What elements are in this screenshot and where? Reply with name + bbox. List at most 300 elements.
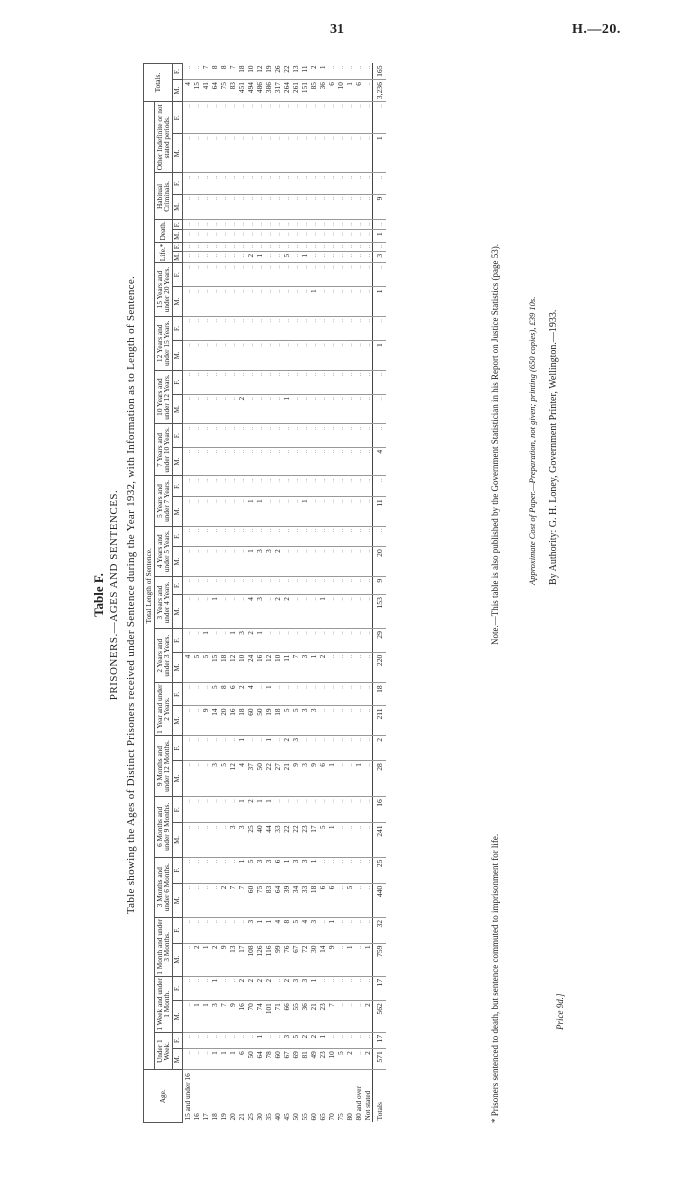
table-cell: .. — [327, 1032, 336, 1048]
total-length-header: Total Length of Sentence. — [144, 102, 155, 1070]
table-cell: 1 — [210, 595, 219, 629]
table-cell: .. — [228, 476, 237, 497]
table-cell: 16 — [373, 797, 387, 823]
table-cell: 3 — [237, 629, 246, 653]
table-cell: 1 — [318, 64, 327, 80]
table-caption: Table showing the Ages of Distinct Prisoners received under Sentence during the Year 1932, with Information as to Length of Sentence. — [125, 275, 137, 915]
table-cell: 3 — [210, 761, 219, 797]
table-cell: .. — [354, 102, 363, 134]
table-cell: .. — [273, 629, 282, 653]
table-cell: .. — [201, 476, 210, 497]
table-cell: .. — [300, 735, 309, 760]
table-cell: .. — [255, 394, 264, 424]
table-row — [318, 64, 327, 1123]
table-cell: 18 — [273, 706, 282, 736]
table-cell: 9 — [219, 943, 228, 976]
table-cell: .. — [354, 547, 363, 577]
table-cell: .. — [345, 497, 354, 526]
table-cell: .. — [282, 526, 291, 547]
table-cell: .. — [264, 173, 273, 194]
table-cell: .. — [264, 287, 273, 317]
table-cell: .. — [373, 526, 387, 547]
table-cell: .. — [237, 287, 246, 317]
table-cell: .. — [363, 447, 373, 476]
table-cell: .. — [201, 173, 210, 194]
table-cell: 2 — [345, 1049, 354, 1070]
table-cell: .. — [201, 251, 210, 262]
table-cell: 67 — [282, 1049, 291, 1070]
table-cell: .. — [336, 526, 345, 547]
table-cell: .. — [291, 242, 300, 251]
table-cell: .. — [183, 134, 193, 173]
table-cell: .. — [345, 230, 354, 242]
table-cell: .. — [183, 287, 193, 317]
table-cell: .. — [336, 883, 345, 917]
table-cell: .. — [273, 797, 282, 823]
table-cell: .. — [336, 976, 345, 1000]
table-cell: 60 — [246, 706, 255, 736]
table-cell: .. — [345, 263, 354, 287]
table-cell: .. — [183, 102, 193, 134]
table-cell: 9 — [228, 1001, 237, 1033]
table-cell: .. — [318, 287, 327, 317]
table-cell: 49 — [309, 1049, 318, 1070]
table-cell: .. — [327, 547, 336, 577]
table-cell: 5 — [345, 883, 354, 917]
table-cell: 41 — [201, 80, 210, 102]
table-cell: .. — [291, 263, 300, 287]
table-cell: .. — [264, 497, 273, 526]
table-cell: .. — [210, 102, 219, 134]
table-cell: .. — [291, 102, 300, 134]
table-cell: .. — [210, 287, 219, 317]
table-cell: .. — [363, 706, 373, 736]
table-cell: .. — [309, 220, 318, 230]
table-cell: 1 — [264, 917, 273, 943]
table-cell: 85 — [309, 80, 318, 102]
table-cell: .. — [309, 341, 318, 371]
table-cell: .. — [219, 576, 228, 594]
table-cell: 1 — [264, 683, 273, 706]
table-cell: .. — [363, 424, 373, 447]
table-cell: .. — [345, 797, 354, 823]
table-cell: .. — [318, 220, 327, 230]
table-cell: .. — [354, 341, 363, 371]
table-cell: .. — [246, 341, 255, 371]
table-cell: .. — [246, 576, 255, 594]
table-cell: .. — [201, 547, 210, 577]
table-cell: .. — [183, 476, 193, 497]
table-cell: 3 — [309, 706, 318, 736]
table-cell: .. — [192, 761, 201, 797]
table-cell: .. — [363, 476, 373, 497]
table-cell: .. — [345, 194, 354, 220]
age-cell: 20 — [228, 1113, 238, 1121]
table-cell: .. — [327, 287, 336, 317]
table-cell: .. — [264, 102, 273, 134]
table-cell: 72 — [300, 943, 309, 976]
table-cell: .. — [300, 341, 309, 371]
age-cell: Totals — [373, 1070, 387, 1123]
table-cell: .. — [192, 287, 201, 317]
table-cell: .. — [210, 242, 219, 251]
table-cell: .. — [318, 629, 327, 653]
table-cell: .. — [183, 1049, 193, 1070]
table-cell: .. — [183, 1032, 193, 1048]
table-cell: .. — [237, 134, 246, 173]
table-cell: .. — [264, 595, 273, 629]
table-cell: .. — [192, 595, 201, 629]
table-cell: 451 — [237, 80, 246, 102]
table-cell: 241 — [373, 823, 387, 857]
table-cell: 34 — [291, 883, 300, 917]
female-column-header: F. — [172, 683, 182, 706]
table-cell: .. — [373, 316, 387, 340]
table-cell: .. — [246, 476, 255, 497]
table-cell: 2 — [373, 735, 387, 760]
table-cell: .. — [354, 797, 363, 823]
table-cell: .. — [336, 1001, 345, 1033]
table-cell: .. — [300, 476, 309, 497]
male-column-header: M. — [172, 547, 182, 577]
table-cell: .. — [228, 595, 237, 629]
table-cell: .. — [219, 497, 228, 526]
table-cell: 1 — [201, 629, 210, 653]
table-cell: .. — [318, 316, 327, 340]
table-cell: 1 — [309, 287, 318, 317]
table-cell: .. — [318, 424, 327, 447]
table-cell: .. — [228, 194, 237, 220]
authority-line: By Authority: G. H. Loney, Government Printer, Wellington.—1933. — [548, 309, 559, 585]
age-cell: 40 — [273, 1113, 283, 1121]
table-cell: .. — [291, 173, 300, 194]
table-cell: .. — [219, 629, 228, 653]
table-cell: .. — [309, 476, 318, 497]
table-cell: 220 — [373, 652, 387, 683]
sentence-group-header: 6 Months and under 9 Months. — [154, 797, 172, 857]
table-cell: .. — [255, 220, 264, 230]
table-cell: .. — [210, 917, 219, 943]
table-cell: .. — [345, 823, 354, 857]
table-cell: .. — [336, 595, 345, 629]
table-cell: .. — [336, 220, 345, 230]
table-cell: .. — [363, 652, 373, 683]
cost-of-paper: Approximate Cost of Paper.—Preparation, not given; printing (650 copies), £39 10s. — [527, 296, 537, 585]
table-cell: .. — [291, 194, 300, 220]
table-cell: 3 — [255, 547, 264, 577]
table-cell: .. — [192, 883, 201, 917]
table-cell: .. — [183, 341, 193, 371]
table-cell: .. — [237, 1032, 246, 1048]
table-cell: .. — [363, 341, 373, 371]
table-cell: .. — [201, 394, 210, 424]
table-cell: .. — [327, 857, 336, 883]
table-cell: .. — [345, 424, 354, 447]
table-cell: .. — [183, 976, 193, 1000]
table-cell: .. — [354, 595, 363, 629]
table-cell: .. — [327, 595, 336, 629]
table-cell: .. — [300, 797, 309, 823]
age-cell: 70 — [327, 1113, 337, 1121]
table-cell: 26 — [273, 64, 282, 80]
table-cell: .. — [373, 220, 387, 230]
table-cell: .. — [354, 370, 363, 394]
table-cell: .. — [300, 576, 309, 594]
table-cell: .. — [354, 576, 363, 594]
table-cell: .. — [237, 424, 246, 447]
table-cell: .. — [354, 230, 363, 242]
sentence-group-header: 15 Years and under 20 Years. — [154, 263, 172, 317]
table-cell: 6 — [318, 883, 327, 917]
table-cell: .. — [201, 883, 210, 917]
table-cell: .. — [363, 394, 373, 424]
table-cell: 75 — [219, 80, 228, 102]
table-cell: .. — [282, 476, 291, 497]
table-cell: 3 — [255, 595, 264, 629]
table-cell: .. — [345, 220, 354, 230]
table-cell: .. — [318, 735, 327, 760]
table-cell: 10 — [237, 652, 246, 683]
table-cell: .. — [210, 230, 219, 242]
table-cell: 2 — [210, 943, 219, 976]
table-cell: .. — [273, 134, 282, 173]
table-cell: .. — [264, 447, 273, 476]
table-cell: .. — [237, 447, 246, 476]
table-cell: .. — [192, 857, 201, 883]
table-cell: .. — [183, 595, 193, 629]
male-column-header: M. — [172, 1049, 182, 1070]
age-cell: 50 — [291, 1113, 301, 1121]
table-cell: .. — [300, 263, 309, 287]
table-cell: .. — [192, 797, 201, 823]
table-cell: .. — [183, 797, 193, 823]
table-cell: 6 — [237, 1049, 246, 1070]
table-row — [210, 64, 219, 1123]
table-cell: .. — [273, 683, 282, 706]
table-cell: 2 — [246, 251, 255, 262]
table-cell: 50 — [255, 761, 264, 797]
table-cell: .. — [210, 735, 219, 760]
table-cell: 7 — [228, 64, 237, 80]
table-cell: .. — [345, 576, 354, 594]
table-cell: .. — [264, 526, 273, 547]
table-cell: 440 — [373, 883, 387, 917]
table-cell: .. — [219, 194, 228, 220]
table-cell: .. — [345, 341, 354, 371]
table-cell: .. — [345, 976, 354, 1000]
table-cell: 1 — [373, 230, 387, 242]
table-cell: .. — [336, 134, 345, 173]
table-cell: .. — [363, 242, 373, 251]
table-cell: .. — [210, 134, 219, 173]
table-cell: .. — [237, 526, 246, 547]
table-cell: .. — [282, 370, 291, 394]
table-cell: .. — [309, 526, 318, 547]
table-cell: .. — [291, 220, 300, 230]
table-cell: 6 — [228, 683, 237, 706]
table-cell: .. — [183, 220, 193, 230]
table-cell: .. — [282, 424, 291, 447]
table-cell: 29 — [373, 629, 387, 653]
table-cell: .. — [246, 316, 255, 340]
table-cell: 2 — [363, 1049, 373, 1070]
table-cell: .. — [282, 547, 291, 577]
table-cell: .. — [183, 576, 193, 594]
table-cell: .. — [183, 547, 193, 577]
table-cell: 4 — [300, 917, 309, 943]
table-cell: .. — [237, 194, 246, 220]
table-cell: 16 — [237, 1001, 246, 1033]
table-cell: .. — [228, 341, 237, 371]
table-cell: .. — [282, 194, 291, 220]
table-cell: 21 — [282, 761, 291, 797]
table-cell: .. — [192, 823, 201, 857]
table-cell: .. — [363, 629, 373, 653]
table-cell: .. — [318, 976, 327, 1000]
table-cell: 1 — [318, 1032, 327, 1048]
table-cell: .. — [309, 316, 318, 340]
table-cell: .. — [192, 629, 201, 653]
table-cell: 78 — [264, 1049, 273, 1070]
table-cell: .. — [309, 547, 318, 577]
table-cell: .. — [237, 102, 246, 134]
table-cell: .. — [327, 424, 336, 447]
table-cell: .. — [183, 447, 193, 476]
table-cell: .. — [336, 316, 345, 340]
table-cell: .. — [336, 652, 345, 683]
table-cell: .. — [309, 370, 318, 394]
table-cell: .. — [354, 263, 363, 287]
table-cell: 18 — [309, 883, 318, 917]
table-cell: .. — [183, 823, 193, 857]
header-row-top — [144, 64, 155, 1123]
table-row — [282, 64, 291, 1123]
table-cell: 2 — [309, 1032, 318, 1048]
table-cell: .. — [282, 242, 291, 251]
table-cell: .. — [219, 230, 228, 242]
table-cell: .. — [336, 251, 345, 262]
age-cell: 65 — [318, 1113, 328, 1121]
table-cell: .. — [210, 576, 219, 594]
table-cell: .. — [210, 1032, 219, 1048]
table-cell: .. — [264, 476, 273, 497]
table-cell: 1 — [264, 735, 273, 760]
table-cell: 83 — [228, 80, 237, 102]
table-cell: 211 — [373, 706, 387, 736]
table-cell: 2 — [273, 595, 282, 629]
table-cell: .. — [318, 576, 327, 594]
table-cell: .. — [300, 287, 309, 317]
table-cell: 60 — [273, 1049, 282, 1070]
table-cell: .. — [318, 857, 327, 883]
table-cell: 5 — [219, 761, 228, 797]
table-cell: .. — [354, 447, 363, 476]
table-cell: .. — [201, 316, 210, 340]
table-cell: 3 — [291, 857, 300, 883]
table-cell: .. — [327, 497, 336, 526]
table-cell: .. — [282, 134, 291, 173]
table-row — [183, 64, 193, 1123]
table-cell: .. — [291, 134, 300, 173]
table-cell: 1 — [309, 857, 318, 883]
table-cell: .. — [282, 102, 291, 134]
page-reference: H.—20. — [572, 22, 621, 37]
table-cell: .. — [192, 706, 201, 736]
table-cell: .. — [210, 883, 219, 917]
table-cell: .. — [264, 134, 273, 173]
table-cell: .. — [219, 447, 228, 476]
table-cell: .. — [192, 194, 201, 220]
table-cell: 5 — [291, 706, 300, 736]
table-cell: .. — [363, 857, 373, 883]
table-cell: .. — [219, 917, 228, 943]
table-cell: 10 — [246, 64, 255, 80]
table-cell: .. — [192, 526, 201, 547]
female-column-header: F. — [172, 316, 182, 340]
sentence-group-header: Life.* — [154, 242, 172, 263]
table-cell: .. — [192, 394, 201, 424]
table-cell: .. — [201, 447, 210, 476]
table-cell: .. — [183, 64, 193, 80]
table-cell: .. — [336, 102, 345, 134]
male-column-header: M. — [172, 706, 182, 736]
table-cell: 1 — [345, 943, 354, 976]
table-cell: .. — [255, 683, 264, 706]
sentence-group-header: Habitual Criminals. — [154, 173, 172, 220]
sentence-group-header: 9 Months and under 12 Months. — [154, 735, 172, 796]
table-cell: .. — [273, 447, 282, 476]
table-cell: 17 — [309, 823, 318, 857]
table-cell: .. — [201, 220, 210, 230]
table-heading — [40, 45, 140, 1145]
table-cell: 44 — [264, 823, 273, 857]
table-cell: .. — [291, 424, 300, 447]
table-cell: .. — [336, 263, 345, 287]
table-cell: .. — [373, 424, 387, 447]
table-cell: .. — [210, 497, 219, 526]
table-cell: .. — [282, 220, 291, 230]
table-cell: 7 — [237, 883, 246, 917]
table-cell: 4 — [373, 447, 387, 476]
table-cell: 5 — [246, 857, 255, 883]
table-cell: 5 — [201, 652, 210, 683]
table-cell: .. — [327, 526, 336, 547]
table-cell: .. — [237, 242, 246, 251]
table-cell: .. — [228, 251, 237, 262]
table-cell: .. — [183, 194, 193, 220]
table-cell: .. — [345, 316, 354, 340]
table-cell: .. — [300, 102, 309, 134]
table-cell: .. — [210, 547, 219, 577]
table-cell: .. — [228, 1032, 237, 1048]
table-cell: 12 — [264, 652, 273, 683]
table-cell: .. — [264, 263, 273, 287]
table-cell: .. — [273, 251, 282, 262]
table-cell: .. — [183, 497, 193, 526]
table-cell: .. — [363, 173, 373, 194]
table-cell: .. — [255, 735, 264, 760]
table-cell: .. — [273, 476, 282, 497]
male-column-header: M. — [172, 80, 182, 102]
table-cell: 1 — [327, 761, 336, 797]
table-cell: .. — [201, 230, 210, 242]
table-cell: 20 — [219, 706, 228, 736]
table-cell: .. — [246, 1032, 255, 1048]
table-cell: .. — [345, 595, 354, 629]
table-cell: .. — [237, 173, 246, 194]
table-cell: .. — [255, 370, 264, 394]
table-cell: .. — [282, 287, 291, 317]
